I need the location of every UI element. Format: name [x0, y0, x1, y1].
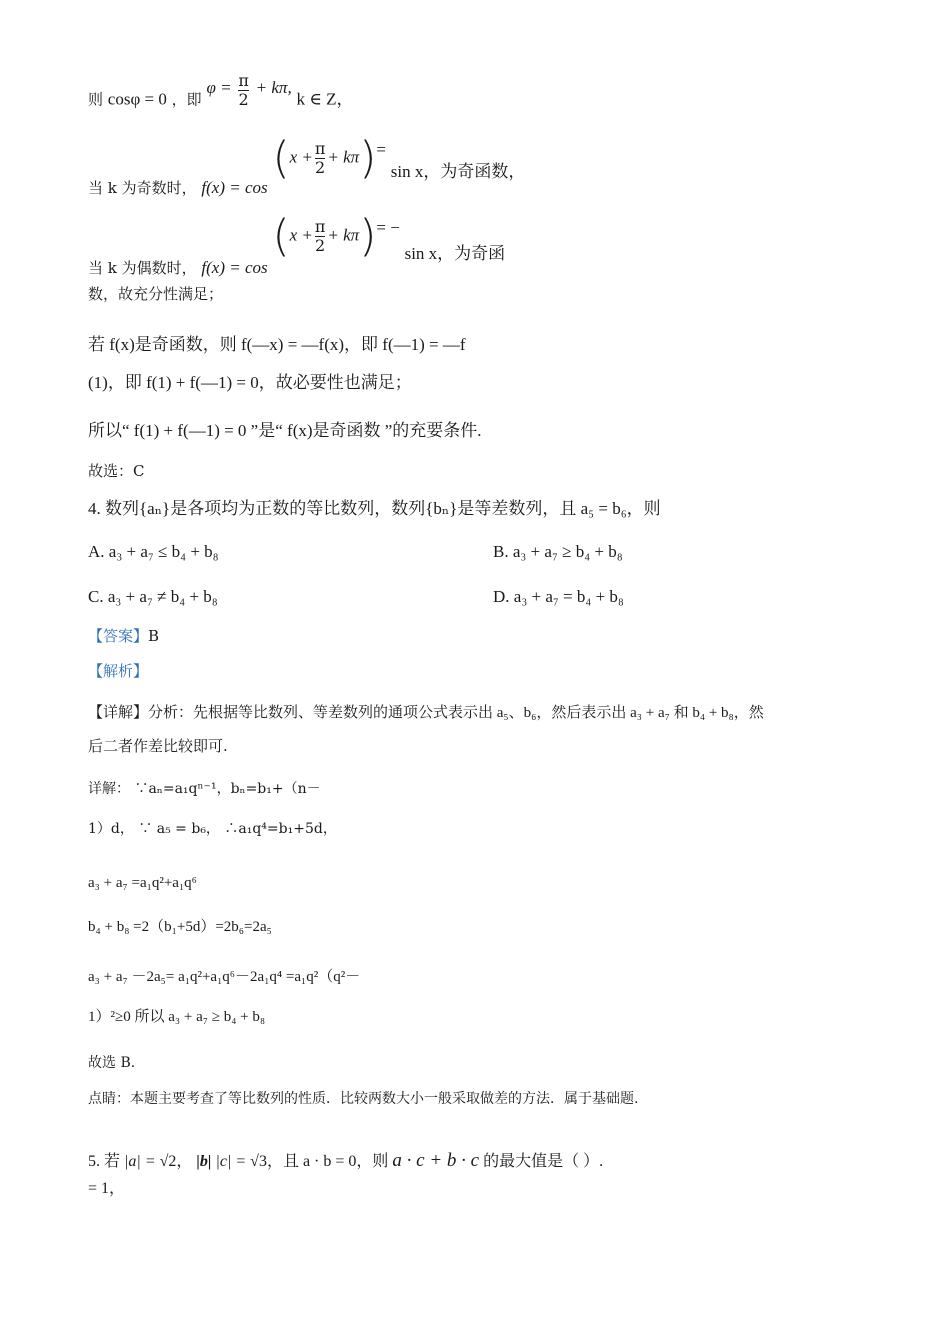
paren-close: )	[359, 132, 377, 184]
q5-condition: √3，且 a · b = 0，则	[250, 1153, 389, 1170]
detail-line-3: a₃ + a₇ =a₁q²+a₁q⁶	[88, 875, 197, 891]
detail-text: 分析：先根据等比数列、等差数列的通项公式表示出 a₅、b₆，然后表示出 a₃ + a₇ 和 b₄ + b₈，然	[148, 705, 764, 721]
numerator: π	[314, 217, 326, 236]
q5-abs-c: |c| =	[215, 1153, 247, 1170]
detail-line-5: a₃ + a₇ －2a₅= a₁q²+a₁q⁶－2a₁q⁴ =a₁q²（q²－	[88, 969, 361, 985]
answer-tag: 【答案】	[88, 627, 149, 645]
question-4: 4. 数列{aₙ}是各项均为正数的等比数列，数列{bₙ}是等差数列，且 a₅ = b₆，则	[88, 499, 661, 518]
answer-line	[88, 625, 159, 647]
text: 当 k 为奇数时，	[88, 178, 197, 197]
denominator: 2	[315, 236, 326, 255]
math: x +	[289, 225, 313, 245]
line-k-even	[88, 210, 506, 277]
text: 则	[88, 90, 104, 109]
detail-line-4: b₄ + b₈ =2（b₁+5d）=2b₆=2a₅	[88, 919, 272, 935]
q5-abs-b: |b|	[196, 1153, 212, 1170]
option-b: B. a₃ + a₇ ≥ b₄ + b₈	[493, 542, 623, 561]
fraction-pi-over-2	[315, 218, 326, 255]
line-answer-c: 故选：C	[88, 462, 145, 480]
comment-line: 点睛：本题主要考查了等比数列的性质．比较两数大小一般采取做差的方法．属于基础题.	[88, 1091, 639, 1107]
math: f(x) = cos	[201, 257, 268, 277]
math: =	[376, 139, 386, 159]
math: sin x，为奇函数，	[390, 161, 526, 181]
math: = −	[376, 217, 400, 237]
numerator: π	[314, 139, 326, 158]
line-odd-function: 若 f(x)是奇函数，则 f(—x) = —f(x)，即 f(—1) = —f	[88, 335, 466, 354]
math: + kπ	[327, 147, 360, 167]
detail-analysis	[88, 702, 764, 724]
option-a: A. a₃ + a₇ ≤ b₄ + b₈	[88, 542, 219, 561]
detail-line-7: 故选 B.	[88, 1055, 136, 1071]
math: cosφ = 0	[107, 89, 167, 109]
q5-prefix: 5. 若	[88, 1153, 121, 1170]
line-k-odd	[88, 132, 526, 197]
q5-abs-b-value: = 1，	[88, 1180, 126, 1197]
detail-line-1: 详解： ∵aₙ=a₁qⁿ⁻¹，bₙ=b₁+（n－	[88, 781, 321, 797]
option-d: D. a₃ + a₇ = b₄ + b₈	[493, 587, 624, 606]
fraction-pi-over-2	[238, 72, 249, 109]
text: 当 k 为偶数时，	[88, 258, 197, 277]
detail-line-2: 1）d， ∵ a₅ = b₆， ∴a₁q⁴=b₁+5d，	[88, 821, 337, 837]
math: f(x) = cos	[201, 177, 268, 197]
fraction-pi-over-2	[315, 140, 326, 177]
detail-tag: 【详解】	[88, 705, 149, 721]
paren-open: (	[272, 210, 290, 262]
options-row-1	[88, 541, 868, 563]
analysis-tag: 【解析】	[88, 662, 149, 680]
text: ，即	[171, 90, 202, 109]
paren-close: )	[359, 210, 377, 262]
denominator: 2	[238, 90, 249, 109]
line-conclusion: 所以“ f(1) + f(—1) = 0 ”是“ f(x)是奇函数 ”的充要条件.	[88, 421, 482, 440]
numerator: π	[238, 71, 249, 90]
math: x +	[289, 147, 313, 167]
math: + kπ	[327, 225, 360, 245]
line-cos-phi	[88, 71, 354, 119]
detail-text-2: 后二者作差比较即可.	[88, 737, 228, 755]
q5-sqrt2: √2，	[159, 1153, 193, 1170]
q5-suffix: 的最大值是（ ）.	[483, 1153, 604, 1170]
paren-open: (	[272, 132, 290, 184]
option-c: C. a₃ + a₇ ≠ b₄ + b₈	[88, 587, 218, 606]
q5-abs-a: |a| =	[124, 1153, 156, 1170]
line-sufficiency: 数，故充分性满足；	[88, 285, 224, 303]
detail-line-6: 1）²≥0 所以 a₃ + a₇ ≥ b₄ + b₈	[88, 1009, 266, 1025]
answer-value: B	[148, 627, 160, 645]
math: φ =	[206, 77, 232, 97]
line-necessity: (1)，即 f(1) + f(—1) = 0，故必要性也满足；	[88, 373, 412, 392]
denominator: 2	[315, 158, 326, 177]
math: k ∈ Z，	[296, 89, 354, 109]
q5-expression: a · c + b · c	[392, 1150, 480, 1171]
math: + kπ,	[255, 77, 292, 97]
question-5	[88, 1150, 603, 1173]
math: sin x，为奇函	[404, 243, 506, 263]
options-row-2	[88, 586, 868, 608]
